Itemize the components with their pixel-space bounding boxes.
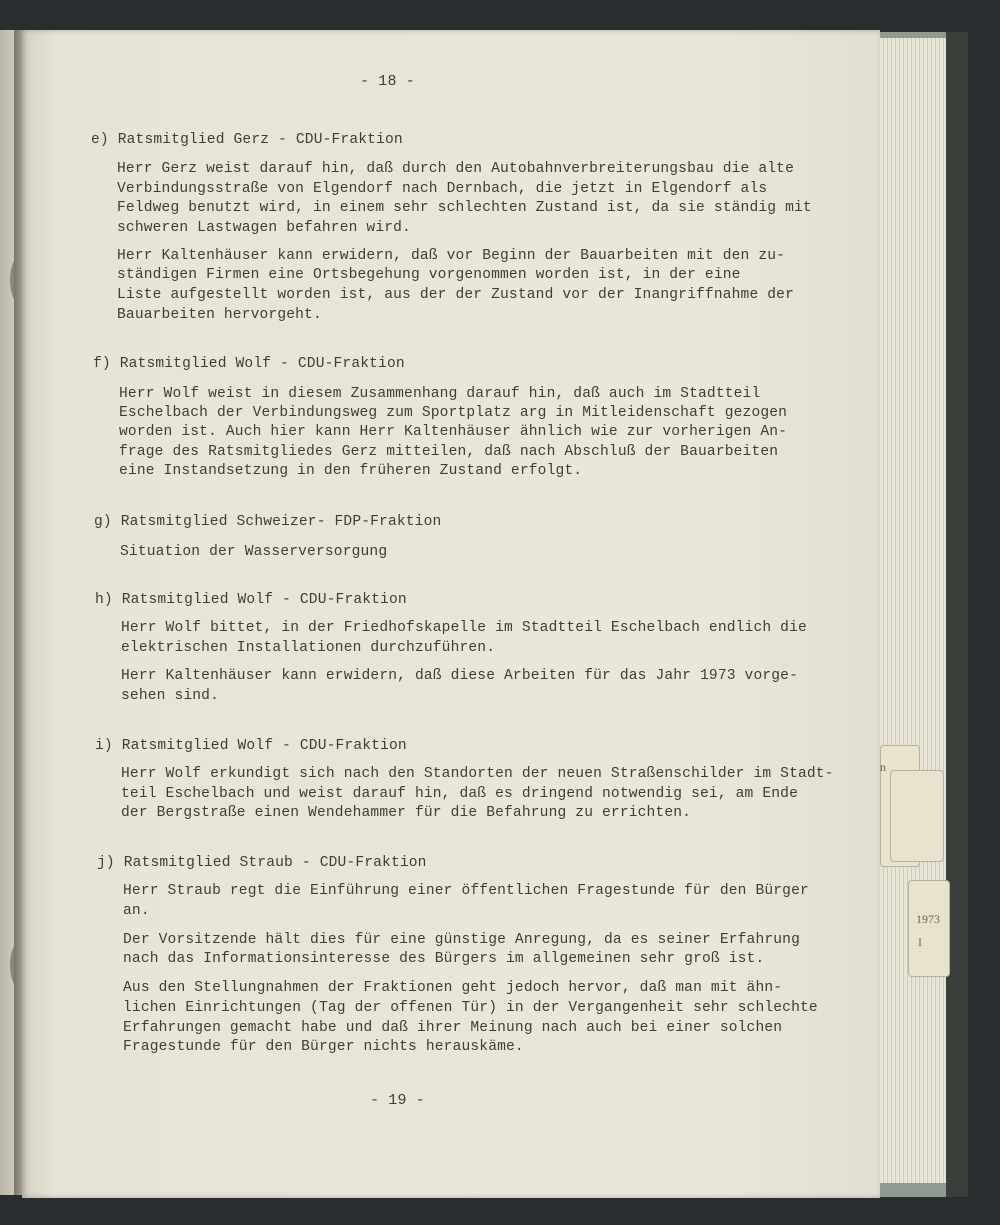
text-line: Herr Gerz weist darauf hin, daß durch den Autobahnverbreiterungsbau die alte xyxy=(117,161,794,177)
section-heading: j) Ratsmitglied Straub - CDU-Fraktion xyxy=(97,855,427,871)
text-line: Herr Wolf erkundigt sich nach den Standorten der neuen Straßenschilder im Stadt- xyxy=(121,766,834,782)
text-line: Liste aufgestellt worden ist, aus der der Zustand vor der Inangriffnahme der xyxy=(117,287,794,303)
text-line: Verbindungsstraße von Elgendorf nach Dernbach, die jetzt in Elgendorf als xyxy=(117,181,768,197)
tab-label: 1973 xyxy=(916,912,940,926)
text-line: Der Vorsitzende hält dies für eine günstige Anregung, da es seiner Erfahrung xyxy=(123,932,800,948)
tab-label: n xyxy=(880,760,886,774)
page-number-bottom: - 19 - xyxy=(370,1092,425,1109)
binder-spine xyxy=(946,32,968,1197)
text-line: an. xyxy=(123,903,150,919)
document-page xyxy=(22,30,880,1198)
text-line: ständigen Firmen eine Ortsbegehung vorgenommen worden ist, in der eine xyxy=(117,267,741,283)
text-line: Bauarbeiten hervorgeht. xyxy=(117,307,322,323)
page-number-top: - 18 - xyxy=(360,73,415,90)
text-line: der Bergstraße einen Wendehammer für die Befahrung zu errichten. xyxy=(121,805,692,821)
text-line: Herr Kaltenhäuser kann erwidern, daß vor Beginn der Bauarbeiten mit den zu- xyxy=(117,248,786,264)
text-line: frage des Ratsmitgliedes Gerz mitteilen, daß nach Abschluß der Bauarbeiten xyxy=(119,444,779,460)
section-heading: g) Ratsmitglied Schweizer- FDP-Fraktion xyxy=(94,514,442,530)
index-tab xyxy=(890,770,944,862)
text-line: eine Instandsetzung in den früheren Zustand erfolgt. xyxy=(119,463,583,479)
text-line: Fragestunde für den Bürger nichts herauskäme. xyxy=(123,1039,524,1055)
text-line: worden ist. Auch hier kann Herr Kaltenhäuser ähnlich wie zur vorherigen An- xyxy=(119,424,788,440)
section-heading: f) Ratsmitglied Wolf - CDU-Fraktion xyxy=(93,356,405,372)
text-line: schweren Lastwagen befahren wird. xyxy=(117,220,411,236)
text-line: elektrischen Installationen durchzuführen. xyxy=(121,640,496,656)
page-stack-edge xyxy=(876,38,946,1183)
text-line: Herr Kaltenhäuser kann erwidern, daß diese Arbeiten für das Jahr 1973 vorge- xyxy=(121,668,798,684)
text-line: Herr Wolf bittet, in der Friedhofskapelle im Stadtteil Eschelbach endlich die xyxy=(121,620,807,636)
index-tab xyxy=(908,880,950,977)
section-heading: h) Ratsmitglied Wolf - CDU-Fraktion xyxy=(95,592,407,608)
section-heading: i) Ratsmitglied Wolf - CDU-Fraktion xyxy=(95,738,407,754)
text-line: Situation der Wasserversorgung xyxy=(120,544,388,560)
text-line: lichen Einrichtungen (Tag der offenen Tür) in der Vergangenheit sehr schlechte xyxy=(123,1000,818,1016)
section-heading: e) Ratsmitglied Gerz - CDU-Fraktion xyxy=(91,132,403,148)
text-line: Eschelbach der Verbindungsweg zum Sportplatz arg in Mitleidenschaft gezogen xyxy=(119,405,788,421)
text-line: Herr Straub regt die Einführung einer öffentlichen Fragestunde für den Bürger xyxy=(123,883,809,899)
text-line: Erfahrungen gemacht habe und daß ihrer Meinung nach auch bei einer solchen xyxy=(123,1020,783,1036)
text-line: Feldweg benutzt wird, in einem sehr schlechten Zustand ist, da sie ständig mit xyxy=(117,200,812,216)
text-line: nach das Informationsinteresse des Bürgers im allgemeinen sehr groß ist. xyxy=(123,951,765,967)
text-line: teil Eschelbach und weist darauf hin, daß es dringend notwendig sei, am Ende xyxy=(121,786,798,802)
text-line: sehen sind. xyxy=(121,688,219,704)
tab-label: I xyxy=(918,935,922,949)
text-line: Herr Wolf weist in diesem Zusammenhang darauf hin, daß auch im Stadtteil xyxy=(119,386,761,402)
text-line: Aus den Stellungnahmen der Fraktionen geht jedoch hervor, daß man mit ähn- xyxy=(123,980,783,996)
